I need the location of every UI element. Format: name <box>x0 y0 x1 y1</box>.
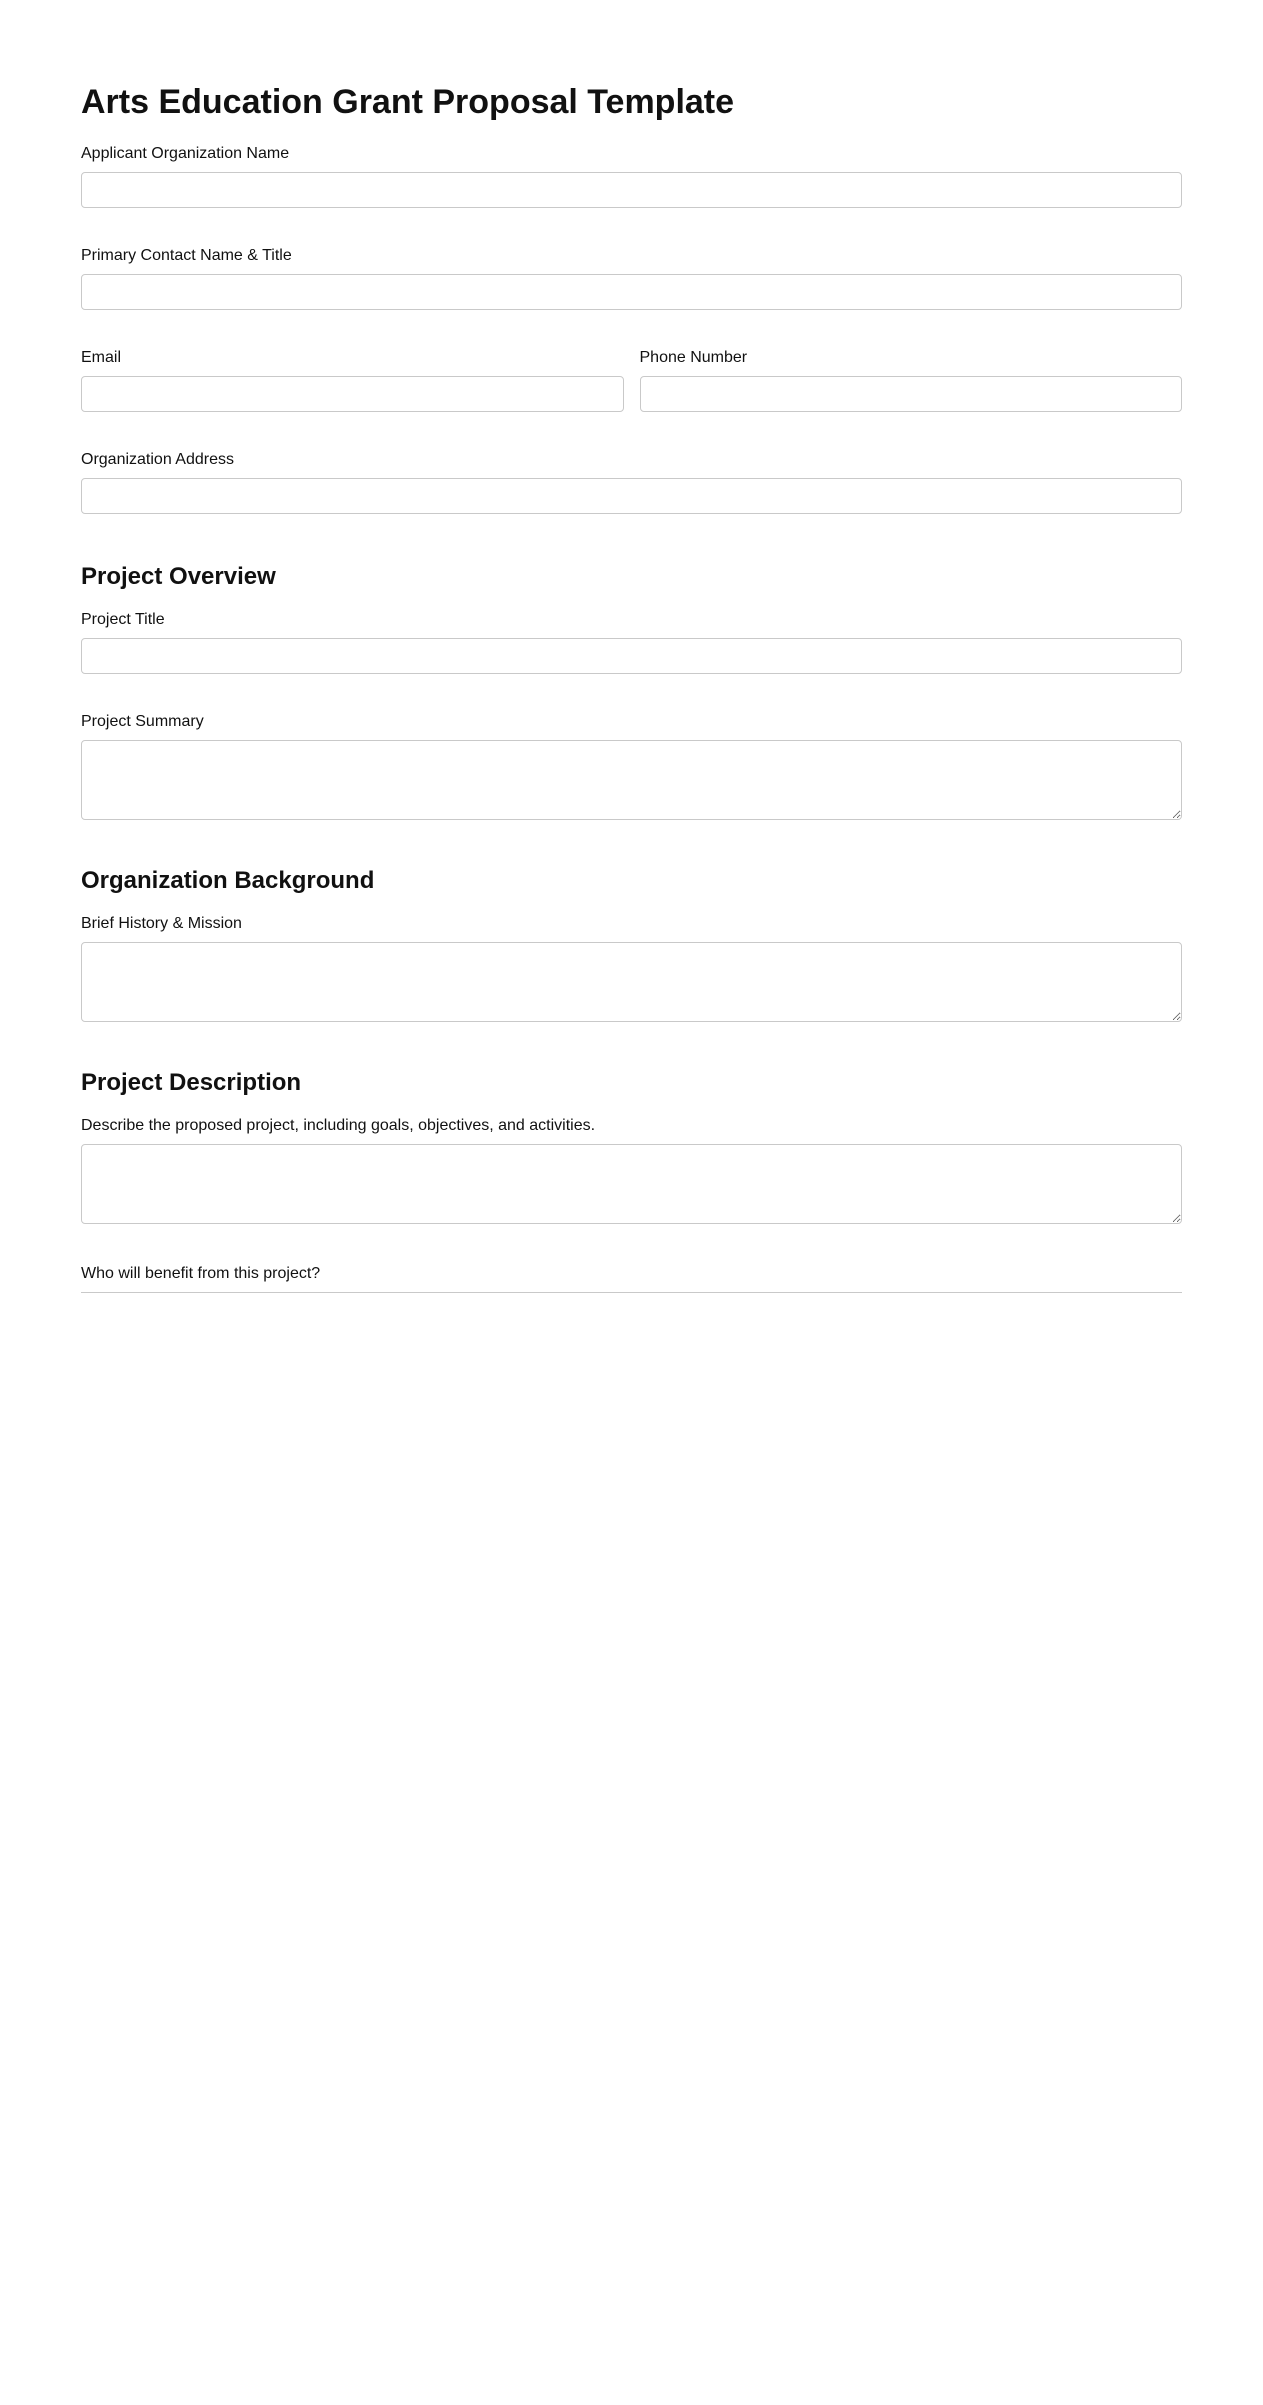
address-label: Organization Address <box>81 451 234 468</box>
beneficiaries-label: Who will benefit from this project? <box>81 1265 321 1282</box>
describe-label: Describe the proposed project, including goals, objectives, and activities. <box>81 1117 596 1134</box>
org-name-input[interactable] <box>81 172 1182 208</box>
contact-group <box>81 246 1182 310</box>
email-input[interactable] <box>81 376 624 412</box>
project-title-label: Project Title <box>81 611 165 628</box>
contact-label: Primary Contact Name & Title <box>81 247 292 264</box>
phone-label: Phone Number <box>639 349 748 366</box>
email-group <box>81 348 624 412</box>
describe-textarea[interactable] <box>81 1144 1182 1224</box>
phone-input[interactable] <box>640 376 1183 412</box>
beneficiaries-divider <box>81 1292 1182 1293</box>
email-phone-row <box>81 348 1182 412</box>
section-title-organization-background: Organization Background <box>81 867 375 894</box>
project-title-input[interactable] <box>81 638 1182 674</box>
project-summary-label: Project Summary <box>81 713 204 730</box>
history-textarea[interactable] <box>81 942 1182 1022</box>
contact-input[interactable] <box>81 274 1182 310</box>
org-name-label: Applicant Organization Name <box>81 145 290 162</box>
project-summary-group <box>81 712 1182 820</box>
project-title-group <box>81 610 1182 674</box>
history-label: Brief History & Mission <box>81 915 242 932</box>
address-input[interactable] <box>81 478 1182 514</box>
form-title: Arts Education Grant Proposal Template <box>81 83 735 121</box>
section-title-project-overview: Project Overview <box>81 563 276 590</box>
grant-proposal-form <box>81 80 1182 1293</box>
address-group <box>81 450 1182 514</box>
describe-group <box>81 1116 1182 1224</box>
beneficiaries-group <box>81 1264 1182 1293</box>
project-summary-textarea[interactable] <box>81 740 1182 820</box>
history-group <box>81 914 1182 1022</box>
phone-group <box>640 348 1183 412</box>
org-name-group <box>81 144 1182 208</box>
email-label: Email <box>81 349 122 366</box>
section-title-project-description: Project Description <box>81 1069 302 1096</box>
